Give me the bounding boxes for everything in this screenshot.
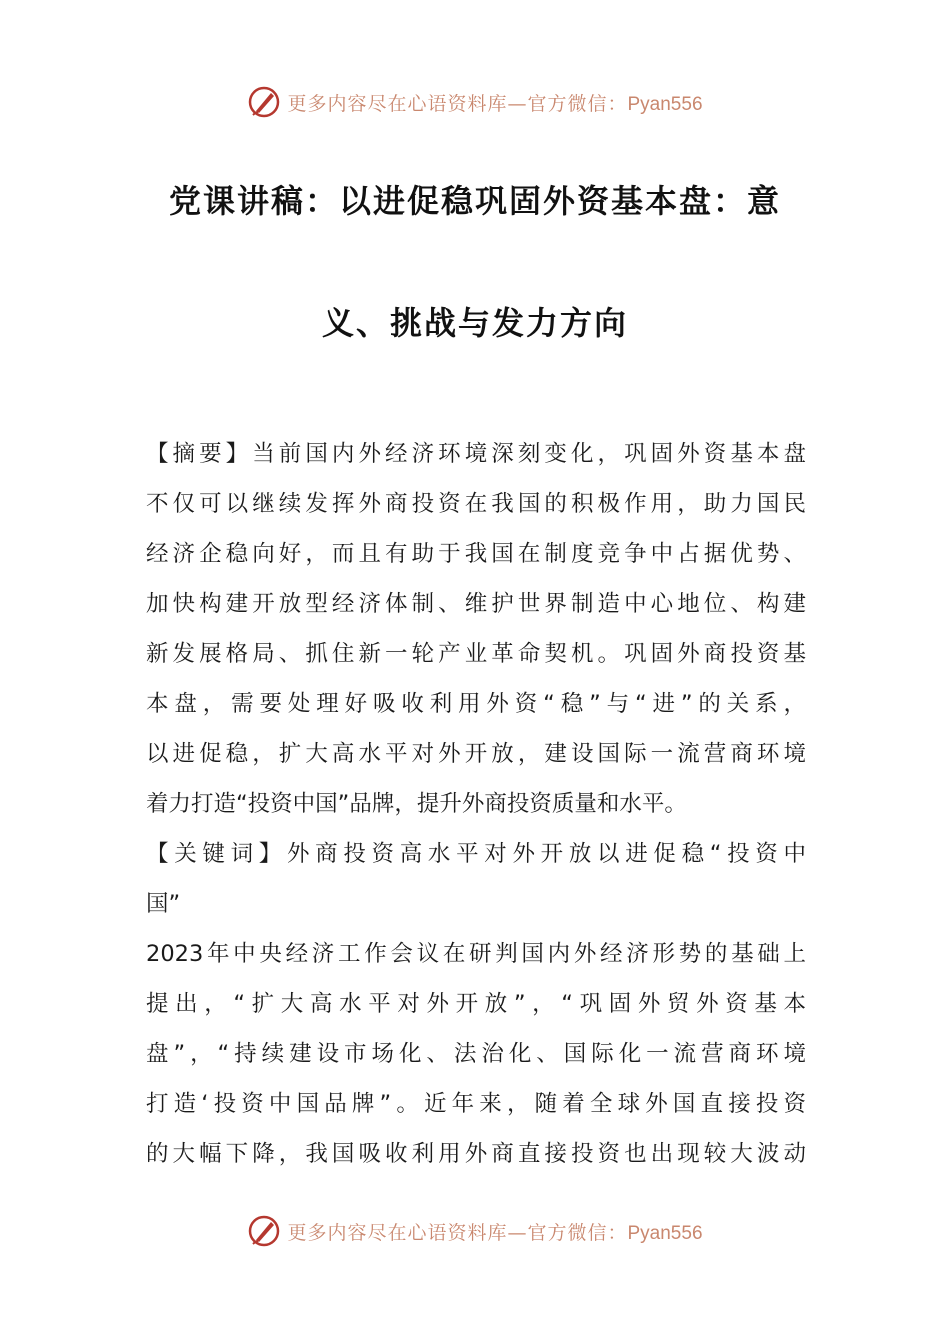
body-line: 提出，“扩大高水平对外开放”，“巩固外贸外资基本 <box>146 991 806 1017</box>
body-line: 盘”，“持续建设市场化、法治化、国际化一流营商环境 <box>146 1041 806 1067</box>
body-line: 经济企稳向好，而且有助于我国在制度竞争中占据优势、 <box>146 541 806 567</box>
body-line: 加快构建开放型经济体制、维护世界制造中心地位、构建 <box>146 591 806 617</box>
body-line: 着力打造“投资中国”品牌，提升外商投资质量和水平。 <box>146 791 687 817</box>
body-line: 新发展格局、抓住新一轮产业革命契机。巩固外商投资基 <box>146 641 806 667</box>
body-line: 不仅可以继续发挥外商投资在我国的积极作用，助力国民 <box>146 491 806 517</box>
watermark-text: 更多内容尽在心语资料库—官方微信：Pyan556 <box>287 1221 703 1244</box>
watermark-handle: Pyan556 <box>627 93 703 115</box>
body-line: 本盘，需要处理好吸收利用外资“稳”与“进”的关系， <box>146 691 806 717</box>
body-line: 的大幅下降，我国吸收利用外商直接投资也出现较大波动 <box>146 1141 806 1167</box>
keywords-line: 国” <box>146 891 181 917</box>
body-line: 打造‘投资中国品牌”。近年来，随着全球外国直接投资 <box>146 1091 806 1117</box>
document-title-line-1: 党课讲稿：以进促稳巩固外资基本盘：意 <box>168 182 781 220</box>
watermark-footer <box>0 1211 950 1251</box>
pen-logo-icon <box>247 85 281 119</box>
body-line: 2023年中央经济工作会议在研判国内外经济形势的基础上 <box>146 941 806 967</box>
watermark-handle: Pyan556 <box>627 1222 703 1244</box>
pen-logo-icon <box>247 1214 281 1248</box>
document-title-line-2: 义、挑战与发力方向 <box>321 304 628 342</box>
watermark-text: 更多内容尽在心语资料库—官方微信：Pyan556 <box>287 92 703 115</box>
document-body <box>146 429 806 1179</box>
keywords-line: 【关键词】外商投资高水平对外开放以进促稳“投资中 <box>146 841 806 867</box>
watermark-header <box>0 82 950 122</box>
body-line: 【摘要】当前国内外经济环境深刻变化，巩固外资基本盘 <box>146 441 806 467</box>
body-line: 以进促稳，扩大高水平对外开放，建设国际一流营商环境 <box>146 741 806 767</box>
